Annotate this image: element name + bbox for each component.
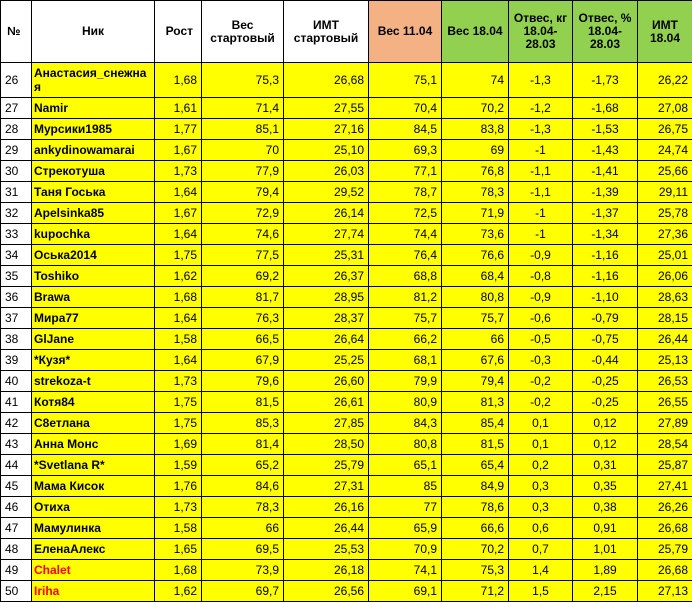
cell-height: 1,75 <box>155 392 202 413</box>
cell-height: 1,64 <box>155 182 202 203</box>
cell-weight-start: 71,4 <box>202 98 284 119</box>
cell-weight-start: 67,9 <box>202 350 284 371</box>
cell-nick: Toshiko <box>32 266 155 287</box>
cell-num: 46 <box>1 497 32 518</box>
header-loss-pct: Отвес, % 18.04-28.03 <box>573 1 638 63</box>
cell-loss-pct: -0,25 <box>573 392 638 413</box>
cell-loss-kg: -1,3 <box>509 119 573 140</box>
cell-bmi-start: 26,03 <box>284 161 369 182</box>
cell-weight-1104: 77,1 <box>369 161 442 182</box>
cell-weight-1804: 68,4 <box>442 266 509 287</box>
cell-weight-1104: 68,1 <box>369 350 442 371</box>
cell-height: 1,64 <box>155 308 202 329</box>
cell-bmi-start: 28,37 <box>284 308 369 329</box>
cell-weight-start: 65,2 <box>202 455 284 476</box>
cell-bmi-start: 29,52 <box>284 182 369 203</box>
cell-nick: Оська2014 <box>32 245 155 266</box>
cell-loss-pct: -0,79 <box>573 308 638 329</box>
table-row <box>1 63 692 98</box>
cell-height: 1,58 <box>155 518 202 539</box>
cell-bmi-1804: 24,74 <box>638 140 692 161</box>
cell-num: 36 <box>1 287 32 308</box>
cell-bmi-start: 27,85 <box>284 413 369 434</box>
cell-weight-1804: 76,6 <box>442 245 509 266</box>
cell-bmi-start: 26,61 <box>284 392 369 413</box>
cell-loss-pct: 0,12 <box>573 413 638 434</box>
cell-loss-kg: 1,5 <box>509 581 573 602</box>
table-row <box>1 287 692 308</box>
cell-weight-1104: 65,1 <box>369 455 442 476</box>
cell-loss-kg: 0,2 <box>509 455 573 476</box>
cell-weight-1104: 69,1 <box>369 581 442 602</box>
cell-height: 1,75 <box>155 413 202 434</box>
cell-height: 1,68 <box>155 63 202 98</box>
cell-bmi-start: 26,68 <box>284 63 369 98</box>
cell-weight-start: 81,7 <box>202 287 284 308</box>
cell-num: 38 <box>1 329 32 350</box>
cell-loss-pct: -1,16 <box>573 245 638 266</box>
cell-height: 1,69 <box>155 434 202 455</box>
cell-weight-1804: 85,4 <box>442 413 509 434</box>
cell-weight-start: 73,9 <box>202 560 284 581</box>
cell-loss-kg: -0,9 <box>509 245 573 266</box>
cell-weight-1804: 71,9 <box>442 203 509 224</box>
cell-weight-1804: 67,6 <box>442 350 509 371</box>
cell-loss-kg: -1 <box>509 224 573 245</box>
cell-bmi-1804: 26,26 <box>638 497 692 518</box>
cell-nick: Котя84 <box>32 392 155 413</box>
cell-height: 1,62 <box>155 581 202 602</box>
table-row <box>1 455 692 476</box>
cell-weight-1804: 81,3 <box>442 392 509 413</box>
cell-weight-1104: 75,7 <box>369 308 442 329</box>
cell-nick: *Кузя* <box>32 350 155 371</box>
cell-weight-1104: 77 <box>369 497 442 518</box>
cell-bmi-start: 27,74 <box>284 224 369 245</box>
cell-bmi-1804: 27,41 <box>638 476 692 497</box>
cell-loss-kg: 0,3 <box>509 497 573 518</box>
cell-height: 1,75 <box>155 245 202 266</box>
cell-height: 1,68 <box>155 287 202 308</box>
table-row <box>1 560 692 581</box>
cell-height: 1,62 <box>155 266 202 287</box>
cell-bmi-start: 26,16 <box>284 497 369 518</box>
cell-weight-1804: 74 <box>442 63 509 98</box>
cell-loss-kg: -0,9 <box>509 287 573 308</box>
cell-nick: Apelsinka85 <box>32 203 155 224</box>
cell-nick: GlJane <box>32 329 155 350</box>
cell-nick: kupochka <box>32 224 155 245</box>
cell-nick: Мамулинка <box>32 518 155 539</box>
cell-num: 29 <box>1 140 32 161</box>
cell-nick: Chalet <box>32 560 155 581</box>
cell-bmi-1804: 25,78 <box>638 203 692 224</box>
cell-loss-kg: -1,3 <box>509 63 573 98</box>
cell-bmi-start: 25,53 <box>284 539 369 560</box>
cell-bmi-1804: 27,13 <box>638 581 692 602</box>
cell-weight-1104: 70,4 <box>369 98 442 119</box>
cell-bmi-start: 26,60 <box>284 371 369 392</box>
cell-weight-1104: 74,4 <box>369 224 442 245</box>
cell-num: 47 <box>1 518 32 539</box>
cell-bmi-1804: 27,08 <box>638 98 692 119</box>
cell-weight-1804: 81,5 <box>442 434 509 455</box>
header-weight-1804: Вес 18.04 <box>442 1 509 63</box>
table-row <box>1 308 692 329</box>
cell-nick: Отиха <box>32 497 155 518</box>
cell-nick: Таня Госька <box>32 182 155 203</box>
cell-nick: strekoza-t <box>32 371 155 392</box>
cell-height: 1,58 <box>155 329 202 350</box>
cell-weight-start: 77,9 <box>202 161 284 182</box>
table-row <box>1 392 692 413</box>
cell-bmi-start: 27,55 <box>284 98 369 119</box>
cell-weight-start: 79,4 <box>202 182 284 203</box>
header-bmi-1804: ИМТ 18.04 <box>638 1 692 63</box>
table-row <box>1 350 692 371</box>
cell-loss-pct: -1,41 <box>573 161 638 182</box>
cell-loss-pct: -1,37 <box>573 203 638 224</box>
cell-height: 1,76 <box>155 476 202 497</box>
cell-num: 39 <box>1 350 32 371</box>
cell-height: 1,61 <box>155 98 202 119</box>
cell-weight-start: 74,6 <box>202 224 284 245</box>
cell-bmi-start: 25,79 <box>284 455 369 476</box>
cell-loss-pct: -1,53 <box>573 119 638 140</box>
cell-loss-kg: 0,6 <box>509 518 573 539</box>
cell-weight-start: 85,1 <box>202 119 284 140</box>
cell-weight-start: 72,9 <box>202 203 284 224</box>
cell-bmi-start: 25,31 <box>284 245 369 266</box>
header-height: Рост <box>155 1 202 63</box>
header-weight-1104: Вес 11.04 <box>369 1 442 63</box>
cell-bmi-1804: 26,75 <box>638 119 692 140</box>
table-row <box>1 266 692 287</box>
cell-height: 1,59 <box>155 455 202 476</box>
cell-bmi-start: 26,64 <box>284 329 369 350</box>
cell-weight-1104: 80,8 <box>369 434 442 455</box>
cell-loss-kg: -0,2 <box>509 392 573 413</box>
cell-weight-1804: 79,4 <box>442 371 509 392</box>
cell-num: 48 <box>1 539 32 560</box>
cell-loss-pct: -1,16 <box>573 266 638 287</box>
cell-nick: Анна Монс <box>32 434 155 455</box>
cell-loss-kg: 0,1 <box>509 413 573 434</box>
cell-bmi-1804: 28,54 <box>638 434 692 455</box>
cell-weight-1804: 66 <box>442 329 509 350</box>
cell-height: 1,64 <box>155 224 202 245</box>
cell-bmi-1804: 25,01 <box>638 245 692 266</box>
cell-weight-1104: 72,5 <box>369 203 442 224</box>
cell-loss-kg: -1 <box>509 203 573 224</box>
cell-loss-pct: 0,12 <box>573 434 638 455</box>
cell-weight-1804: 75,3 <box>442 560 509 581</box>
cell-weight-start: 69,5 <box>202 539 284 560</box>
cell-num: 33 <box>1 224 32 245</box>
cell-bmi-1804: 28,63 <box>638 287 692 308</box>
cell-loss-kg: -1,1 <box>509 161 573 182</box>
cell-loss-pct: -0,75 <box>573 329 638 350</box>
cell-weight-1804: 80,8 <box>442 287 509 308</box>
cell-bmi-start: 27,16 <box>284 119 369 140</box>
cell-height: 1,68 <box>155 560 202 581</box>
cell-nick: Brawa <box>32 287 155 308</box>
cell-loss-kg: 0,3 <box>509 476 573 497</box>
cell-bmi-1804: 25,66 <box>638 161 692 182</box>
header-num: № <box>1 1 32 63</box>
cell-bmi-start: 25,10 <box>284 140 369 161</box>
cell-nick: С8етлана <box>32 413 155 434</box>
table-row <box>1 203 692 224</box>
cell-bmi-1804: 25,87 <box>638 455 692 476</box>
cell-bmi-start: 26,44 <box>284 518 369 539</box>
table-row <box>1 182 692 203</box>
table-row <box>1 413 692 434</box>
cell-weight-1104: 75,1 <box>369 63 442 98</box>
cell-nick: Стрекотуша <box>32 161 155 182</box>
cell-height: 1,73 <box>155 371 202 392</box>
cell-weight-start: 76,3 <box>202 308 284 329</box>
cell-num: 40 <box>1 371 32 392</box>
cell-weight-1104: 70,9 <box>369 539 442 560</box>
cell-weight-start: 78,3 <box>202 497 284 518</box>
cell-num: 41 <box>1 392 32 413</box>
cell-num: 45 <box>1 476 32 497</box>
cell-loss-pct: 1,89 <box>573 560 638 581</box>
cell-weight-start: 75,3 <box>202 63 284 98</box>
cell-nick: *Svetlana R* <box>32 455 155 476</box>
cell-weight-1104: 65,9 <box>369 518 442 539</box>
cell-bmi-start: 27,31 <box>284 476 369 497</box>
cell-bmi-1804: 25,13 <box>638 350 692 371</box>
table-row <box>1 119 692 140</box>
cell-weight-1804: 71,2 <box>442 581 509 602</box>
cell-loss-pct: 0,31 <box>573 455 638 476</box>
table-row <box>1 434 692 455</box>
table-row <box>1 329 692 350</box>
cell-height: 1,77 <box>155 119 202 140</box>
cell-weight-1104: 68,8 <box>369 266 442 287</box>
cell-loss-kg: 0,7 <box>509 539 573 560</box>
cell-weight-start: 85,3 <box>202 413 284 434</box>
cell-nick: Iriha <box>32 581 155 602</box>
cell-bmi-1804: 26,06 <box>638 266 692 287</box>
cell-height: 1,73 <box>155 497 202 518</box>
cell-weight-start: 79,6 <box>202 371 284 392</box>
cell-loss-kg: -0,5 <box>509 329 573 350</box>
cell-bmi-start: 26,56 <box>284 581 369 602</box>
cell-weight-1104: 78,7 <box>369 182 442 203</box>
cell-weight-start: 66,5 <box>202 329 284 350</box>
table-body <box>1 63 692 602</box>
cell-weight-1804: 65,4 <box>442 455 509 476</box>
header-row <box>1 1 692 63</box>
table-row <box>1 539 692 560</box>
cell-loss-kg: 1,4 <box>509 560 573 581</box>
cell-loss-kg: -0,8 <box>509 266 573 287</box>
cell-bmi-1804: 26,68 <box>638 518 692 539</box>
cell-num: 42 <box>1 413 32 434</box>
cell-weight-1804: 78,6 <box>442 497 509 518</box>
cell-bmi-1804: 26,44 <box>638 329 692 350</box>
cell-weight-1804: 84,9 <box>442 476 509 497</box>
cell-weight-start: 66 <box>202 518 284 539</box>
cell-weight-1804: 75,7 <box>442 308 509 329</box>
header-bmi-start: ИМТ стартовый <box>284 1 369 63</box>
cell-weight-1104: 76,4 <box>369 245 442 266</box>
table-row <box>1 161 692 182</box>
cell-weight-1804: 73,6 <box>442 224 509 245</box>
cell-weight-1804: 69 <box>442 140 509 161</box>
cell-loss-pct: -1,43 <box>573 140 638 161</box>
cell-weight-start: 69,7 <box>202 581 284 602</box>
cell-weight-start: 84,6 <box>202 476 284 497</box>
cell-nick: Мира77 <box>32 308 155 329</box>
cell-loss-pct: 0,91 <box>573 518 638 539</box>
table-row <box>1 224 692 245</box>
cell-bmi-1804: 25,79 <box>638 539 692 560</box>
cell-loss-pct: 2,15 <box>573 581 638 602</box>
cell-nick: Namir <box>32 98 155 119</box>
cell-num: 44 <box>1 455 32 476</box>
cell-weight-1104: 81,2 <box>369 287 442 308</box>
cell-bmi-1804: 26,55 <box>638 392 692 413</box>
cell-num: 50 <box>1 581 32 602</box>
cell-bmi-1804: 27,36 <box>638 224 692 245</box>
cell-height: 1,64 <box>155 350 202 371</box>
cell-weight-1104: 85 <box>369 476 442 497</box>
cell-weight-start: 77,5 <box>202 245 284 266</box>
table-row <box>1 581 692 602</box>
cell-weight-1104: 80,9 <box>369 392 442 413</box>
cell-nick: ankydinowamarai <box>32 140 155 161</box>
table-row <box>1 98 692 119</box>
cell-weight-1804: 70,2 <box>442 98 509 119</box>
cell-bmi-1804: 26,22 <box>638 63 692 98</box>
cell-loss-pct: -1,73 <box>573 63 638 98</box>
cell-num: 43 <box>1 434 32 455</box>
cell-height: 1,73 <box>155 161 202 182</box>
cell-loss-pct: -1,39 <box>573 182 638 203</box>
cell-loss-kg: -1,1 <box>509 182 573 203</box>
cell-loss-kg: 0,1 <box>509 434 573 455</box>
cell-nick: Мама Кисок <box>32 476 155 497</box>
cell-weight-1804: 78,3 <box>442 182 509 203</box>
cell-weight-start: 81,5 <box>202 392 284 413</box>
cell-bmi-1804: 26,68 <box>638 560 692 581</box>
cell-bmi-1804: 27,89 <box>638 413 692 434</box>
cell-height: 1,65 <box>155 539 202 560</box>
cell-bmi-1804: 28,15 <box>638 308 692 329</box>
cell-height: 1,67 <box>155 203 202 224</box>
table-row <box>1 497 692 518</box>
cell-num: 30 <box>1 161 32 182</box>
cell-weight-1104: 66,2 <box>369 329 442 350</box>
cell-weight-1804: 66,6 <box>442 518 509 539</box>
cell-weight-1104: 74,1 <box>369 560 442 581</box>
cell-weight-start: 81,4 <box>202 434 284 455</box>
cell-bmi-start: 25,25 <box>284 350 369 371</box>
cell-num: 31 <box>1 182 32 203</box>
cell-loss-pct: 0,38 <box>573 497 638 518</box>
cell-num: 34 <box>1 245 32 266</box>
cell-loss-kg: -0,3 <box>509 350 573 371</box>
cell-bmi-start: 26,18 <box>284 560 369 581</box>
cell-weight-1104: 84,5 <box>369 119 442 140</box>
cell-weight-1104: 79,9 <box>369 371 442 392</box>
cell-weight-1804: 83,8 <box>442 119 509 140</box>
cell-loss-kg: -0,2 <box>509 371 573 392</box>
cell-weight-1804: 76,8 <box>442 161 509 182</box>
cell-bmi-start: 26,37 <box>284 266 369 287</box>
cell-nick: ЕленаАлекс <box>32 539 155 560</box>
cell-loss-pct: 1,01 <box>573 539 638 560</box>
cell-loss-pct: -0,25 <box>573 371 638 392</box>
cell-loss-pct: 0,35 <box>573 476 638 497</box>
header-weight-start: Вес стартовый <box>202 1 284 63</box>
table-row <box>1 371 692 392</box>
cell-bmi-1804: 29,11 <box>638 182 692 203</box>
cell-num: 27 <box>1 98 32 119</box>
cell-bmi-start: 28,95 <box>284 287 369 308</box>
cell-loss-kg: -0,6 <box>509 308 573 329</box>
cell-num: 32 <box>1 203 32 224</box>
header-nick: Ник <box>32 1 155 63</box>
cell-weight-start: 70 <box>202 140 284 161</box>
cell-bmi-start: 26,14 <box>284 203 369 224</box>
cell-height: 1,67 <box>155 140 202 161</box>
cell-loss-pct: -0,44 <box>573 350 638 371</box>
cell-num: 26 <box>1 63 32 98</box>
cell-loss-pct: -1,34 <box>573 224 638 245</box>
table-row <box>1 245 692 266</box>
cell-weight-1804: 70,2 <box>442 539 509 560</box>
cell-num: 49 <box>1 560 32 581</box>
cell-loss-kg: -1 <box>509 140 573 161</box>
cell-weight-start: 69,2 <box>202 266 284 287</box>
cell-num: 37 <box>1 308 32 329</box>
cell-num: 35 <box>1 266 32 287</box>
cell-weight-1104: 84,3 <box>369 413 442 434</box>
table-row <box>1 140 692 161</box>
cell-loss-kg: -1,2 <box>509 98 573 119</box>
cell-num: 28 <box>1 119 32 140</box>
cell-loss-pct: -1,68 <box>573 98 638 119</box>
table-row <box>1 476 692 497</box>
cell-loss-pct: -1,10 <box>573 287 638 308</box>
cell-nick: Анастасия_снежная <box>32 63 155 98</box>
table-row <box>1 518 692 539</box>
cell-nick: Мурсики1985 <box>32 119 155 140</box>
cell-bmi-start: 28,50 <box>284 434 369 455</box>
header-loss-kg: Отвес, кг 18.04-28.03 <box>509 1 573 63</box>
cell-bmi-1804: 26,53 <box>638 371 692 392</box>
cell-weight-1104: 69,3 <box>369 140 442 161</box>
